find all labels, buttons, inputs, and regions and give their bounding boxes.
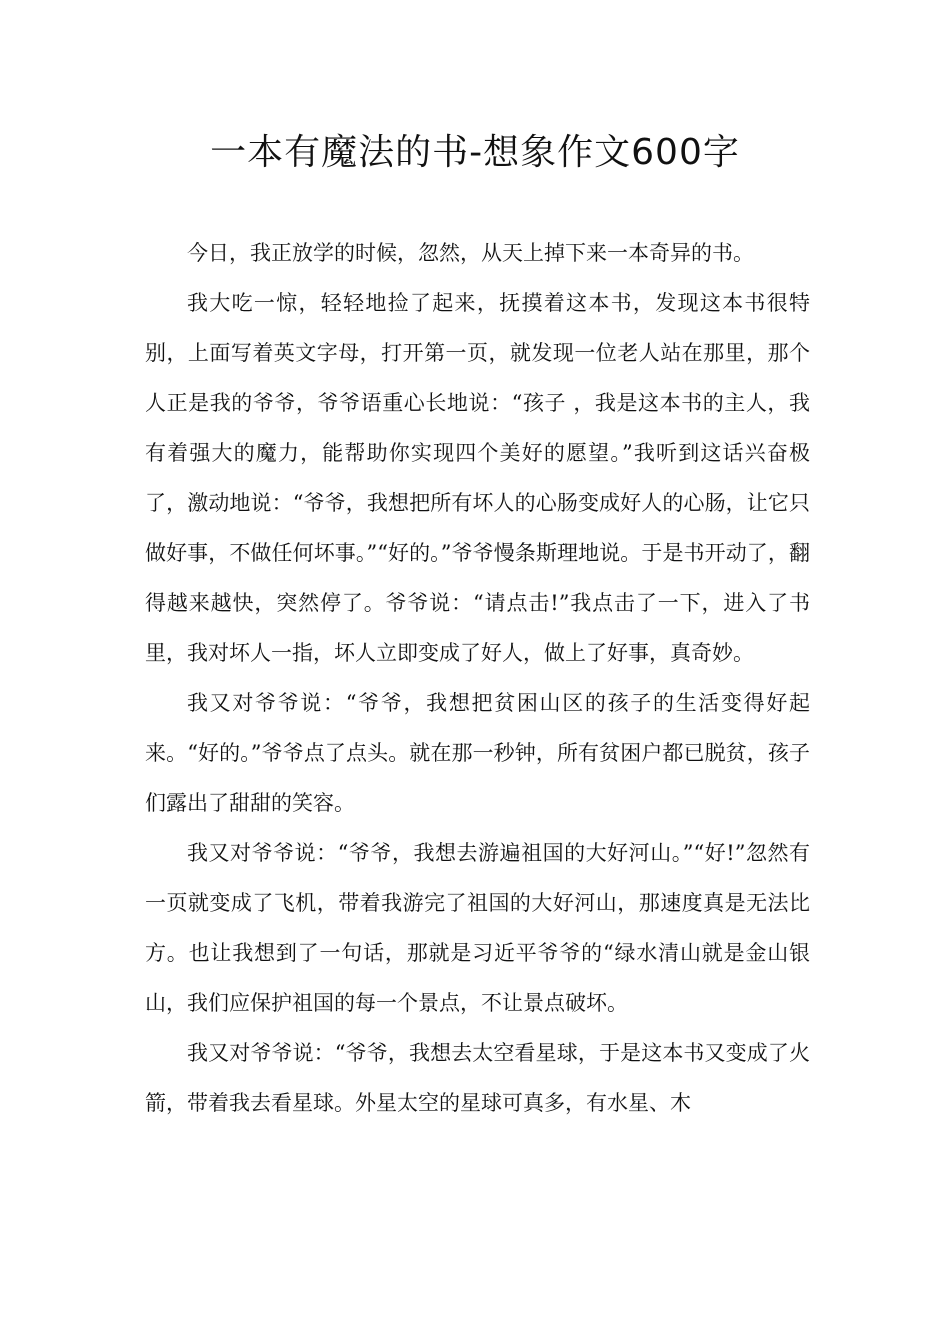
paragraph-1: 今日，我正放学的时候，忽然，从天上掉下来一本奇异的书。 — [187, 241, 754, 265]
document-body — [145, 228, 810, 1128]
paragraph-2: 我大吃一惊，轻轻地捡了起来，抚摸着这本书，发现这本书很特别，上面写着英文字母，打开第一页，就发现一位老人站在那里，那个人正是我的爷爷，爷爷语重心长地说：“孩子 ，我是这本书的主人，我有着强大的魔力，能帮助你实现四个美好的愿望。”我听到这话兴奋极了，激动地说：“爷爷，我想把所有坏人的心肠变成好人的心肠，让它只做好事，不做任何坏事。”“好的。”爷爷慢条斯理地说。于是书开动了，翻得越来越快，突然停了。爷爷说：“请点击!”我点击了一下，进入了书里，我对坏人一指，坏人立即变成了好人，做上了好事，真奇妙。 — [145, 291, 810, 665]
paragraph-4: 我又对爷爷说：“爷爷，我想去游遍祖国的大好河山。”“好!”忽然有一页就变成了飞机，带着我游完了祖国的大好河山，那速度真是无法比方。也让我想到了一句话，那就是习近平爷爷的“绿水清山就是金山银山，我们应保护祖国的每一个景点，不让景点破坏。 — [145, 841, 810, 1015]
document-title: 一本有魔法的书-想象作文600字 — [210, 132, 740, 173]
paragraph-5: 我又对爷爷说：“爷爷，我想去太空看星球，于是这本书又变成了火箭，带着我去看星球。外星太空的星球可真多，有水星、木 — [145, 1041, 810, 1115]
paragraph-3: 我又对爷爷说：“爷爷，我想把贫困山区的孩子的生活变得好起来。“好的。”爷爷点了点头。就在那一秒钟，所有贫困户都已脱贫，孩子们露出了甜甜的笑容。 — [145, 691, 810, 815]
